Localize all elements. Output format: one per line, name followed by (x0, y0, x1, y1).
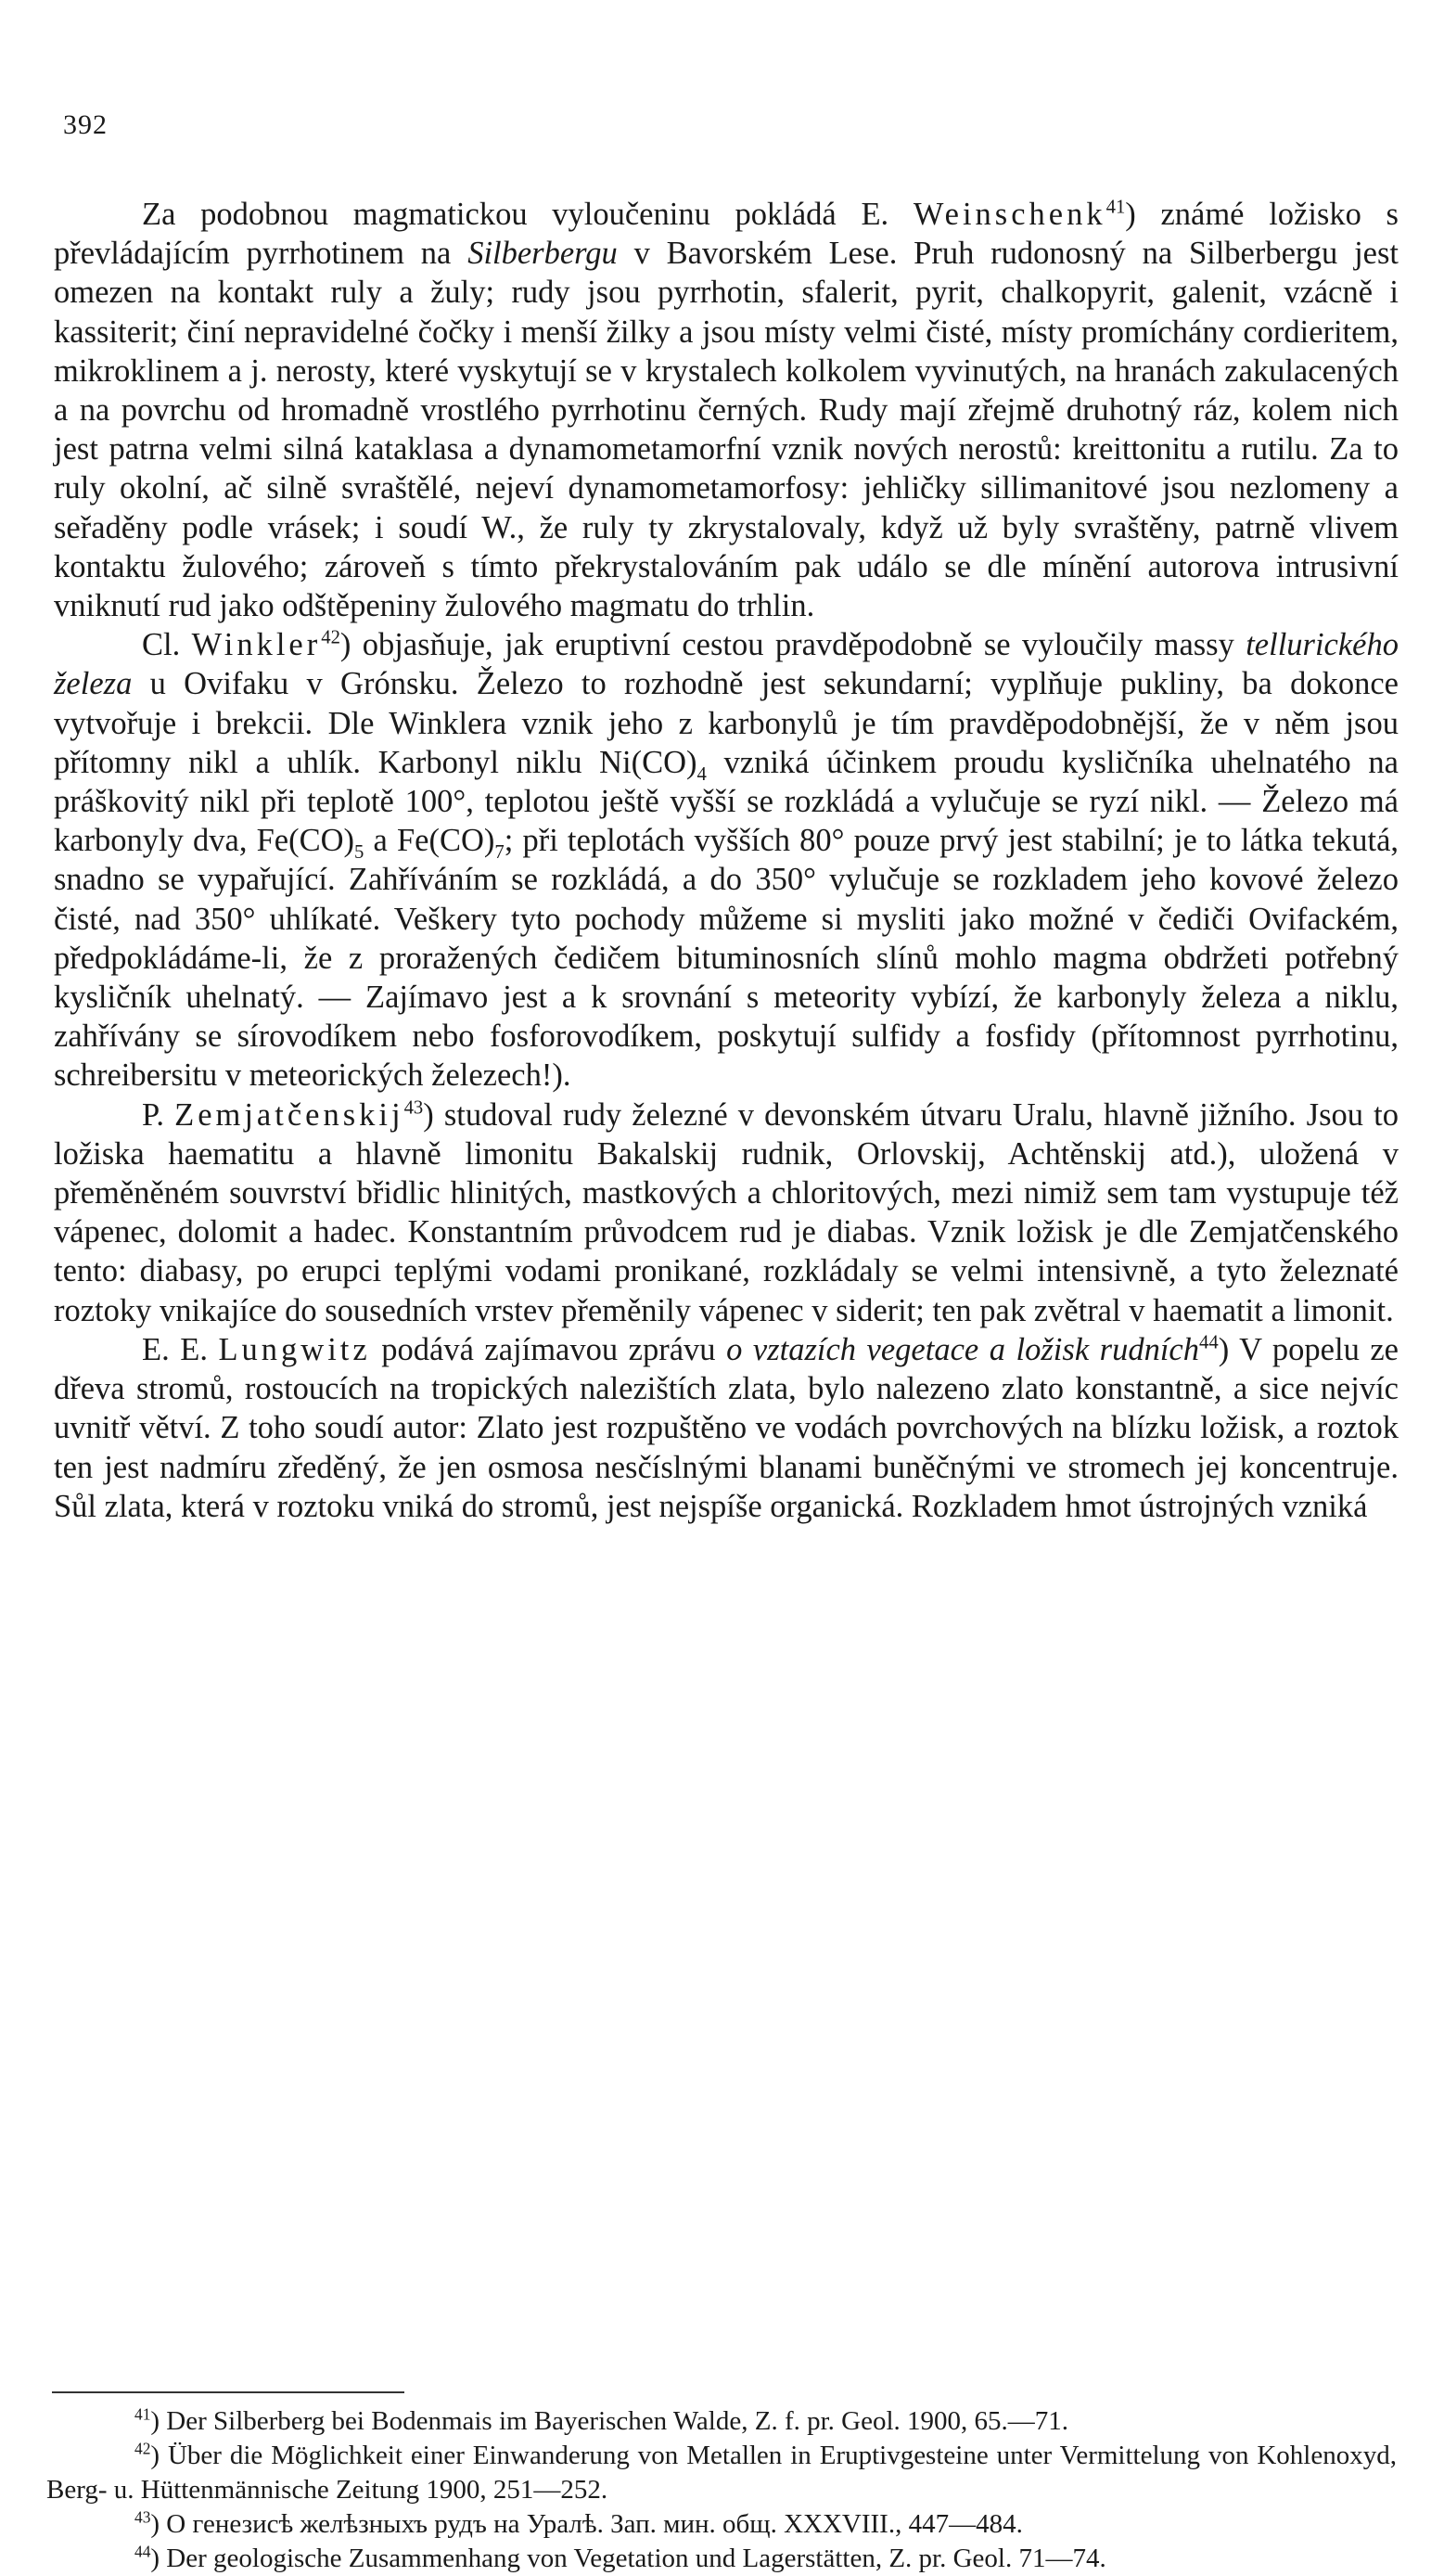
paragraph-text: v Bavorském Lese. Pruh rudonosný na Silberbergu jest omezen na kontakt ruly a žuly; rudy jsou pyrrhotin, sfalerit, pyrit, chalkopyrit, galenit, vzácně i kassiterit; činí nepravidelné čočky i menší žilky a jsou místy velmi čisté, místy promíchány cordieritem, mikroklinem a j. nerosty, které vyskytují se v krystalech kolkolem vyvinutých, na hranách zakulacených a na povrchu od hromadně vrostlého pyrrhotinu černých. Rudy mají zřejmě druhotný ráz, kolem nich jest patrna velmi silná kataklasa a dynamometamorfní vznik nových nerostů: kreittonitu a rutilu. Za to ruly okolní, ač silně svraštělé, nejeví dynamometamorfosy: jehličky sillimanitové jsou nezlomeny a seřaděny podle vrásek; i soudí W., že ruly ty zkrystalovaly, když už byly svraštěny, patrně vlivem kontaktu žulového; zároveň s tímto překrystalováním pak událo se dle mínění autorova intrusivní vniknutí rud jako odštěpeniny žulového magmatu do trhlin. (54, 236, 1399, 624)
footnote-text: ) О генезисѣ желѣзныхъ рудъ на Уралѣ. Зап. мин. общ. XXXVIII., 447—484. (150, 2509, 1023, 2539)
paragraph-text: Za podobnou magmatickou vyloučeninu pokládá E. (142, 197, 914, 232)
paragraph-text: ) V popelu ze dřeva stromů, rostoucích na tropických nalezištích zlata, bylo nalezeno zlato konstantně, a sice nejvíc uvnitř větví. Z toho soudí autor: Zlato jest rozpuštěno ve vodách povrchových na blízku ložisk, a roztok ten jest nadmíru zředěný, že jen osmosa nesčíslnými blanami buněčnými ve stromech jej koncentruje. Sůl zlata, která v roztoku vniká do stromů, jest nejspíše organická. Rozkladem hmot ústrojných vzniká (54, 1331, 1399, 1524)
body-text (54, 195, 1399, 1526)
page-number: 392 (63, 109, 108, 140)
paragraph-text: vzniká účinkem proudu kysličníka uhelnatého na práškovitý nikl při teplotě 100°, teplotou ještě vyšší se rozkládá a vylučuje se ryzí nikl. — Železo má karbonyly dva, Fe(CO) (54, 744, 1399, 859)
footnote-text: ) Der geologische Zusammenhang von Vegetation und Lagerstätten, Z. pr. Geol. 71—74. (150, 2544, 1106, 2573)
footnote-ref: 43 (403, 1097, 424, 1119)
paragraph-text: P. (142, 1096, 175, 1133)
chem-subscript: 4 (696, 763, 707, 785)
footnote-number: 41 (134, 2404, 151, 2424)
footnote-number: 43 (134, 2507, 151, 2527)
footnote-42 (46, 2439, 1397, 2507)
footnote-ref: 42 (321, 627, 340, 648)
footnote-number: 42 (134, 2439, 151, 2458)
footnote-text: ) Über die Möglichkeit einer Einwanderung von Metallen in Eruptivgesteine unter Vermittelung von Kohlenoxyd, Berg- u. Hüttenmännische Zeitung 1900, 251—252. (46, 2441, 1397, 2505)
subject-term: o vztazích vegetace a ložisk rudních (726, 1331, 1199, 1367)
paragraph-text: u Ovifaku v Grónsku. Železo to rozhodně jest sekundarní; vyplňuje pukliny, ba dokonce vytvořuje i brekcii. Dle Winklera vznik jeho z karbonylů je tím pravděpodobnější, že v něm jsou přítomny nikl a uhlík. Karbonyl niklu Ni(CO) (54, 666, 1399, 780)
author-name: Lungwitz (218, 1331, 371, 1367)
paragraph-text: ) objasňuje, jak eruptivní cestou pravděpodobně se vyloučily massy (339, 627, 1246, 663)
footnotes (46, 2404, 1397, 2576)
paragraph-lungwitz (54, 1330, 1399, 1526)
footnote-text: ) Der Silberberg bei Bodenmais im Bayerischen Walde, Z. f. pr. Geol. 1900, 65.—71. (150, 2406, 1069, 2436)
footnote-rule (52, 2391, 404, 2393)
paragraph-text: Cl. (142, 627, 192, 663)
paragraph-text: ) studoval rudy železné v devonském útvaru Uralu, hlavně jižního. Jsou to ložiska haematitu a hlavně limonitu Bakalskij rudnik, Orlovskij, Achtěnskij atd.), uložená v přeměněném souvrství břidlic hlinitých, mastkových a chloritových, mezi nimiž sem tam vystupuje též vápenec, dolomit a hadec. Konstantním průvodcem rud je diabas. Vznik ložisk je dle Zemjatčenského tento: diabasy, po erupci teplými vodami pronikané, rozkládaly se velmi intensivně, a tyto železnaté roztoky vnikajíce do sousedních vrstev přeměnily vápenec v siderit; ten pak zvětral v haematit a limonit. (54, 1096, 1399, 1328)
footnote-ref: 41 (1105, 197, 1126, 218)
subject-term: tellurického železa (54, 627, 1399, 702)
author-name: Weinschenk (913, 197, 1106, 232)
paragraph-text: E. E. (142, 1331, 219, 1367)
author-name: Winkler (191, 627, 322, 663)
chem-subscript: 5 (354, 842, 364, 864)
paragraph-text: ) známé ložisko s převládajícím pyrrhotinem na (54, 197, 1399, 272)
paragraph-text: ; při teplotách vyšších 80° pouze prvý jest stabilní; je to látka tekutá, snadno se vypařující. Zahříváním se rozkládá, a do 350° vylučuje se rozkladem jeho kovové železo čisté, nad 350° uhlíkaté. Veškery tyto pochody můžeme si mysliti jako možné v čediči Ovifackém, předpokládáme-li, že z proražených čedičem bituminosních slínů mohlo magma obdržeti potřebný kysličník uhelnatý. — Zajímavo jest a k srovnání s meteority vybízí, že karbonyly železa a niklu, zahřívány se sírovodíkem nebo fosforovodíkem, poskytují sulfidy a fosfidy (přítomnost pyrrhotinu, schreibersitu v meteorických železech!). (54, 823, 1399, 1094)
footnote-41 (46, 2404, 1397, 2439)
chem-subscript: 7 (494, 842, 505, 864)
paragraph-text: a Fe(CO) (364, 823, 495, 859)
footnote-ref: 44 (1199, 1332, 1219, 1353)
footnote-number: 44 (134, 2542, 151, 2561)
place-name: Silberbergu (467, 236, 618, 272)
paragraph-text: podává zajímavou zprávu (370, 1331, 727, 1367)
paragraph-winkler (54, 625, 1399, 1095)
paragraph-weinschenk (54, 195, 1399, 625)
author-name: Zemjatčenskij (174, 1096, 404, 1133)
paragraph-zemjatcenskij (54, 1096, 1399, 1330)
footnote-44 (46, 2542, 1397, 2576)
